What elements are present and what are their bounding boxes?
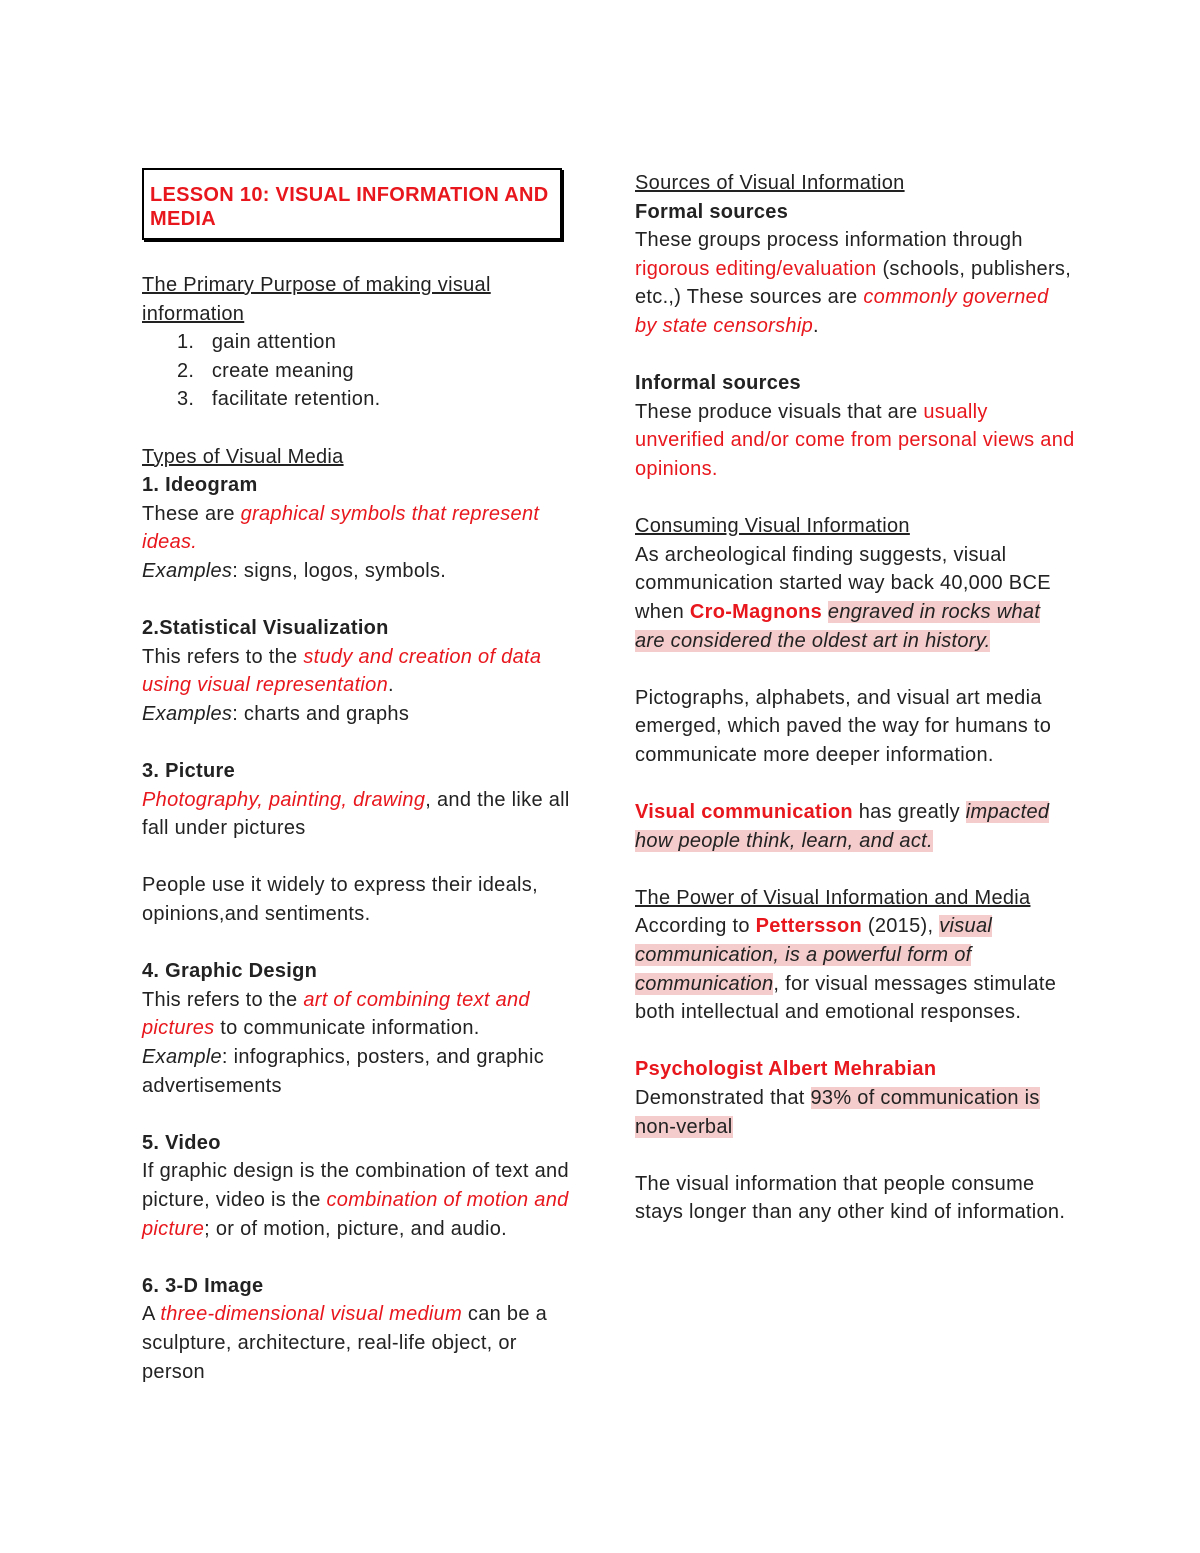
psychologist-desc: Demonstrated that 93% of communication is non-verbal xyxy=(635,1087,1040,1138)
ideogram-desc: These are graphical symbols that represent ideas. xyxy=(142,502,540,554)
list-item: 2. create meaning xyxy=(177,359,354,382)
image3d-desc: A three-dimensional visual medium can be a sculpture, architecture, real-life object, or person xyxy=(142,1303,548,1383)
image3d-title: 6. 3-D Image xyxy=(142,1274,264,1297)
sources-heading: Sources of Visual Information xyxy=(635,172,905,194)
list-item: 1. gain attention xyxy=(177,331,337,354)
graphic-title: 4. Graphic Design xyxy=(142,960,318,983)
power-heading: The Power of Visual Information and Media xyxy=(635,886,1031,909)
video-desc: If graphic design is the combination of text and picture, video is the combination of motion and picture; or of motion, picture, and audio. xyxy=(142,1160,569,1240)
pictographs-paragraph: Pictographs, alphabets, and visual art media emerged, which paved the way for humans to communicate more deeper information. xyxy=(635,686,1052,766)
stat-title: 2.Statistical Visualization xyxy=(142,617,389,640)
formal-title: Formal sources xyxy=(635,200,789,223)
stat-desc: This refers to the study and creation of data using visual representation. xyxy=(142,645,542,697)
video-title: 5. Video xyxy=(142,1131,221,1154)
purpose-heading: The Primary Purpose of making visual information xyxy=(142,274,491,325)
formal-desc: These groups process information through rigorous editing/evaluation (schools, publishers, etc.,) These sources are commonly governed by state censorship. xyxy=(635,229,1072,337)
types-heading: Types of Visual Media xyxy=(142,445,344,468)
ideogram-title: 1. Ideogram xyxy=(142,474,258,497)
picture-desc: Photography, painting, drawing, and the like all fall under pictures xyxy=(142,788,570,840)
visual-communication-paragraph: Visual communication has greatly impacted how people think, learn, and act. xyxy=(635,801,1050,852)
stat-examples: Examples: charts and graphs xyxy=(142,702,410,725)
picture-usage: People use it widely to express their ideals, opinions,and sentiments. xyxy=(142,874,538,926)
graphic-examples: Example: infographics, posters, and graphic advertisements xyxy=(142,1046,545,1097)
purpose-list xyxy=(142,328,572,414)
final-paragraph: The visual information that people consume stays longer than any other kind of information. xyxy=(635,1172,1066,1224)
ideogram-examples: Examples: signs, logos, symbols. xyxy=(142,559,447,582)
consuming-heading: Consuming Visual Information xyxy=(635,515,910,538)
picture-title: 3. Picture xyxy=(142,760,236,783)
consuming-desc: As archeological finding suggests, visual communication started way back 40,000 BCE when Cro-Magnons engraved in rocks what are considered the oldest art in history. xyxy=(635,543,1051,652)
graphic-desc: This refers to the art of combining text and pictures to communicate information. xyxy=(142,988,530,1040)
psychologist-title: Psychologist Albert Mehrabian xyxy=(635,1058,937,1081)
right-column xyxy=(635,169,1075,1227)
informal-desc: These produce visuals that are usually unverified and/or come from personal views and opinions. xyxy=(635,400,1075,480)
power-desc: According to Pettersson (2015), visual communication, is a powerful form of communication, for visual messages stimulate both intellectual and emotional responses. xyxy=(635,915,1057,1024)
left-column xyxy=(142,271,572,1386)
lesson-title: LESSON 10: VISUAL INFORMATION AND MEDIA xyxy=(150,184,549,230)
informal-title: Informal sources xyxy=(635,372,801,395)
list-item: 3. facilitate retention. xyxy=(177,388,381,411)
